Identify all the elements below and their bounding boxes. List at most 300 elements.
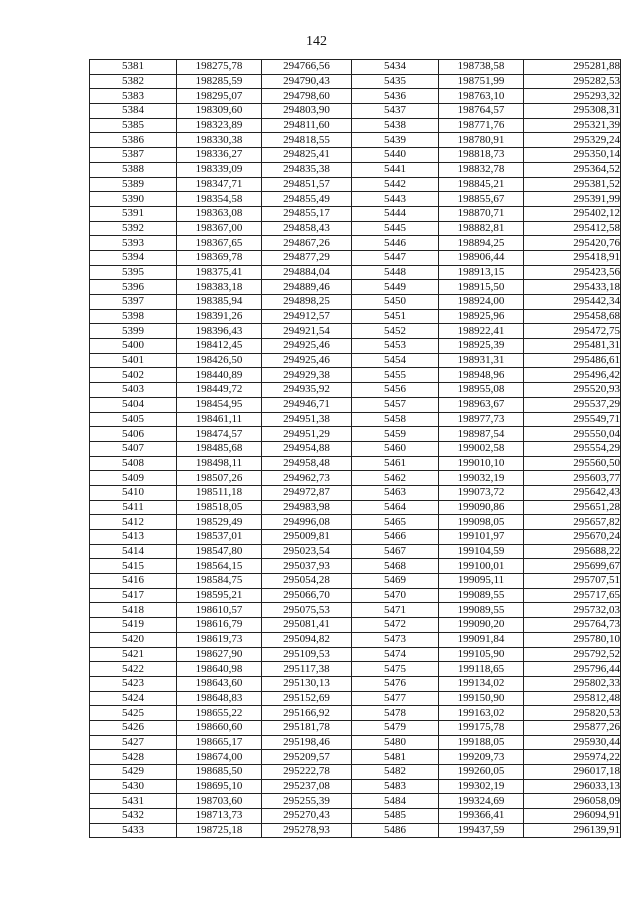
x-coordinate-left-cell: 198595,21 bbox=[177, 588, 262, 603]
x-coordinate-left-cell: 198725,18 bbox=[177, 823, 262, 838]
x-coordinate-left-cell: 198367,65 bbox=[177, 236, 262, 251]
y-coordinate-right-cell: 295657,82 bbox=[524, 515, 621, 530]
x-coordinate-left-cell: 198461,11 bbox=[177, 412, 262, 427]
y-coordinate-left-cell: 295117,38 bbox=[262, 662, 352, 677]
y-coordinate-right-cell: 295802,33 bbox=[524, 676, 621, 691]
point-number-left-cell: 5415 bbox=[90, 559, 177, 574]
x-coordinate-right-cell: 198913,15 bbox=[439, 265, 524, 280]
table-row bbox=[90, 265, 621, 280]
table-row bbox=[90, 177, 621, 192]
x-coordinate-right-cell: 199105,90 bbox=[439, 647, 524, 662]
point-number-right-cell: 5436 bbox=[352, 89, 439, 104]
table-row bbox=[90, 691, 621, 706]
x-coordinate-left-cell: 198454,95 bbox=[177, 397, 262, 412]
table-row bbox=[90, 295, 621, 310]
y-coordinate-left-cell: 294858,43 bbox=[262, 221, 352, 236]
y-coordinate-left-cell: 294958,48 bbox=[262, 456, 352, 471]
x-coordinate-right-cell: 198963,67 bbox=[439, 397, 524, 412]
y-coordinate-right-cell: 295550,04 bbox=[524, 427, 621, 442]
x-coordinate-left-cell: 198449,72 bbox=[177, 383, 262, 398]
point-number-right-cell: 5443 bbox=[352, 192, 439, 207]
table-row bbox=[90, 118, 621, 133]
point-number-right-cell: 5447 bbox=[352, 250, 439, 265]
point-number-right-cell: 5435 bbox=[352, 74, 439, 89]
y-coordinate-right-cell: 295281,88 bbox=[524, 60, 621, 75]
table-row bbox=[90, 500, 621, 515]
point-number-left-cell: 5425 bbox=[90, 706, 177, 721]
table-row bbox=[90, 603, 621, 618]
x-coordinate-left-cell: 198339,09 bbox=[177, 162, 262, 177]
x-coordinate-left-cell: 198648,83 bbox=[177, 691, 262, 706]
x-coordinate-left-cell: 198309,60 bbox=[177, 104, 262, 119]
x-coordinate-right-cell: 199095,11 bbox=[439, 574, 524, 589]
x-coordinate-left-cell: 198655,22 bbox=[177, 706, 262, 721]
point-number-left-cell: 5384 bbox=[90, 104, 177, 119]
point-number-left-cell: 5412 bbox=[90, 515, 177, 530]
point-number-right-cell: 5455 bbox=[352, 368, 439, 383]
x-coordinate-right-cell: 199032,19 bbox=[439, 471, 524, 486]
table-row bbox=[90, 515, 621, 530]
table-row bbox=[90, 148, 621, 163]
y-coordinate-right-cell: 296058,09 bbox=[524, 794, 621, 809]
x-coordinate-right-cell: 199324,69 bbox=[439, 794, 524, 809]
table-row bbox=[90, 412, 621, 427]
point-number-right-cell: 5468 bbox=[352, 559, 439, 574]
y-coordinate-left-cell: 295094,82 bbox=[262, 632, 352, 647]
x-coordinate-left-cell: 198295,07 bbox=[177, 89, 262, 104]
x-coordinate-right-cell: 199090,20 bbox=[439, 618, 524, 633]
y-coordinate-left-cell: 295166,92 bbox=[262, 706, 352, 721]
point-number-right-cell: 5476 bbox=[352, 676, 439, 691]
x-coordinate-left-cell: 198323,89 bbox=[177, 118, 262, 133]
x-coordinate-right-cell: 199175,78 bbox=[439, 720, 524, 735]
x-coordinate-left-cell: 198537,01 bbox=[177, 530, 262, 545]
point-number-left-cell: 5397 bbox=[90, 295, 177, 310]
x-coordinate-right-cell: 198882,81 bbox=[439, 221, 524, 236]
point-number-right-cell: 5434 bbox=[352, 60, 439, 75]
y-coordinate-left-cell: 294951,29 bbox=[262, 427, 352, 442]
point-number-left-cell: 5401 bbox=[90, 353, 177, 368]
table-row bbox=[90, 250, 621, 265]
point-number-left-cell: 5413 bbox=[90, 530, 177, 545]
point-number-right-cell: 5444 bbox=[352, 206, 439, 221]
x-coordinate-right-cell: 198818,73 bbox=[439, 148, 524, 163]
x-coordinate-right-cell: 198925,96 bbox=[439, 309, 524, 324]
x-coordinate-right-cell: 198915,50 bbox=[439, 280, 524, 295]
x-coordinate-left-cell: 198383,18 bbox=[177, 280, 262, 295]
y-coordinate-right-cell: 295486,61 bbox=[524, 353, 621, 368]
table-row bbox=[90, 676, 621, 691]
x-coordinate-left-cell: 198474,57 bbox=[177, 427, 262, 442]
y-coordinate-left-cell: 294946,71 bbox=[262, 397, 352, 412]
point-number-left-cell: 5387 bbox=[90, 148, 177, 163]
x-coordinate-right-cell: 199163,02 bbox=[439, 706, 524, 721]
point-number-left-cell: 5394 bbox=[90, 250, 177, 265]
x-coordinate-left-cell: 198518,05 bbox=[177, 500, 262, 515]
y-coordinate-left-cell: 295109,53 bbox=[262, 647, 352, 662]
x-coordinate-left-cell: 198426,50 bbox=[177, 353, 262, 368]
y-coordinate-left-cell: 294951,38 bbox=[262, 412, 352, 427]
table-row bbox=[90, 632, 621, 647]
y-coordinate-left-cell: 294811,60 bbox=[262, 118, 352, 133]
x-coordinate-left-cell: 198385,94 bbox=[177, 295, 262, 310]
table-row bbox=[90, 647, 621, 662]
point-number-right-cell: 5462 bbox=[352, 471, 439, 486]
y-coordinate-left-cell: 294912,57 bbox=[262, 309, 352, 324]
table-row bbox=[90, 397, 621, 412]
x-coordinate-left-cell: 198685,50 bbox=[177, 765, 262, 780]
point-number-right-cell: 5467 bbox=[352, 544, 439, 559]
y-coordinate-right-cell: 295732,03 bbox=[524, 603, 621, 618]
x-coordinate-right-cell: 199209,73 bbox=[439, 750, 524, 765]
x-coordinate-right-cell: 198751,99 bbox=[439, 74, 524, 89]
x-coordinate-right-cell: 198955,08 bbox=[439, 383, 524, 398]
table-row bbox=[90, 588, 621, 603]
table-row bbox=[90, 192, 621, 207]
y-coordinate-right-cell: 295707,51 bbox=[524, 574, 621, 589]
x-coordinate-left-cell: 198396,43 bbox=[177, 324, 262, 339]
point-number-left-cell: 5418 bbox=[90, 603, 177, 618]
y-coordinate-right-cell: 295764,73 bbox=[524, 618, 621, 633]
x-coordinate-left-cell: 198330,38 bbox=[177, 133, 262, 148]
y-coordinate-left-cell: 295198,46 bbox=[262, 735, 352, 750]
y-coordinate-right-cell: 295293,32 bbox=[524, 89, 621, 104]
point-number-right-cell: 5451 bbox=[352, 309, 439, 324]
point-number-right-cell: 5442 bbox=[352, 177, 439, 192]
y-coordinate-right-cell: 295412,58 bbox=[524, 221, 621, 236]
table-row bbox=[90, 559, 621, 574]
y-coordinate-left-cell: 294825,41 bbox=[262, 148, 352, 163]
y-coordinate-left-cell: 295270,43 bbox=[262, 809, 352, 824]
point-number-left-cell: 5423 bbox=[90, 676, 177, 691]
point-number-left-cell: 5410 bbox=[90, 485, 177, 500]
x-coordinate-right-cell: 199134,02 bbox=[439, 676, 524, 691]
y-coordinate-left-cell: 294884,04 bbox=[262, 265, 352, 280]
point-number-right-cell: 5473 bbox=[352, 632, 439, 647]
x-coordinate-right-cell: 198948,96 bbox=[439, 368, 524, 383]
point-number-right-cell: 5472 bbox=[352, 618, 439, 633]
x-coordinate-right-cell: 198870,71 bbox=[439, 206, 524, 221]
table-row bbox=[90, 809, 621, 824]
point-number-left-cell: 5419 bbox=[90, 618, 177, 633]
x-coordinate-right-cell: 198845,21 bbox=[439, 177, 524, 192]
y-coordinate-right-cell: 295423,56 bbox=[524, 265, 621, 280]
x-coordinate-right-cell: 199118,65 bbox=[439, 662, 524, 677]
y-coordinate-right-cell: 295549,71 bbox=[524, 412, 621, 427]
x-coordinate-right-cell: 198771,76 bbox=[439, 118, 524, 133]
y-coordinate-left-cell: 294855,17 bbox=[262, 206, 352, 221]
y-coordinate-left-cell: 294790,43 bbox=[262, 74, 352, 89]
y-coordinate-right-cell: 295350,14 bbox=[524, 148, 621, 163]
point-number-right-cell: 5450 bbox=[352, 295, 439, 310]
y-coordinate-left-cell: 295278,93 bbox=[262, 823, 352, 838]
y-coordinate-left-cell: 294983,98 bbox=[262, 500, 352, 515]
y-coordinate-right-cell: 295688,22 bbox=[524, 544, 621, 559]
y-coordinate-right-cell: 295282,53 bbox=[524, 74, 621, 89]
y-coordinate-right-cell: 295520,93 bbox=[524, 383, 621, 398]
x-coordinate-left-cell: 198616,79 bbox=[177, 618, 262, 633]
table-row bbox=[90, 662, 621, 677]
y-coordinate-right-cell: 296139,91 bbox=[524, 823, 621, 838]
y-coordinate-left-cell: 294954,88 bbox=[262, 441, 352, 456]
point-number-right-cell: 5480 bbox=[352, 735, 439, 750]
x-coordinate-right-cell: 199098,05 bbox=[439, 515, 524, 530]
x-coordinate-right-cell: 198763,10 bbox=[439, 89, 524, 104]
x-coordinate-right-cell: 199100,01 bbox=[439, 559, 524, 574]
y-coordinate-left-cell: 295009,81 bbox=[262, 530, 352, 545]
x-coordinate-right-cell: 198987,54 bbox=[439, 427, 524, 442]
y-coordinate-right-cell: 295554,29 bbox=[524, 441, 621, 456]
x-coordinate-right-cell: 199150,90 bbox=[439, 691, 524, 706]
point-number-left-cell: 5417 bbox=[90, 588, 177, 603]
point-number-left-cell: 5392 bbox=[90, 221, 177, 236]
point-number-left-cell: 5411 bbox=[90, 500, 177, 515]
point-number-left-cell: 5399 bbox=[90, 324, 177, 339]
table-row bbox=[90, 471, 621, 486]
y-coordinate-left-cell: 295255,39 bbox=[262, 794, 352, 809]
point-number-right-cell: 5456 bbox=[352, 383, 439, 398]
point-number-right-cell: 5438 bbox=[352, 118, 439, 133]
point-number-right-cell: 5474 bbox=[352, 647, 439, 662]
point-number-right-cell: 5440 bbox=[352, 148, 439, 163]
table-row bbox=[90, 368, 621, 383]
point-number-right-cell: 5457 bbox=[352, 397, 439, 412]
y-coordinate-right-cell: 295381,52 bbox=[524, 177, 621, 192]
table-row bbox=[90, 353, 621, 368]
x-coordinate-right-cell: 199260,05 bbox=[439, 765, 524, 780]
y-coordinate-left-cell: 294798,60 bbox=[262, 89, 352, 104]
x-coordinate-left-cell: 198695,10 bbox=[177, 779, 262, 794]
y-coordinate-left-cell: 294921,54 bbox=[262, 324, 352, 339]
y-coordinate-right-cell: 295603,77 bbox=[524, 471, 621, 486]
point-number-left-cell: 5407 bbox=[90, 441, 177, 456]
point-number-left-cell: 5395 bbox=[90, 265, 177, 280]
table-row bbox=[90, 823, 621, 838]
x-coordinate-left-cell: 198627,90 bbox=[177, 647, 262, 662]
x-coordinate-right-cell: 198925,39 bbox=[439, 339, 524, 354]
x-coordinate-left-cell: 198412,45 bbox=[177, 339, 262, 354]
table-row bbox=[90, 456, 621, 471]
point-number-left-cell: 5420 bbox=[90, 632, 177, 647]
point-number-right-cell: 5483 bbox=[352, 779, 439, 794]
y-coordinate-left-cell: 294818,55 bbox=[262, 133, 352, 148]
point-number-left-cell: 5422 bbox=[90, 662, 177, 677]
table-row bbox=[90, 133, 621, 148]
table-row bbox=[90, 383, 621, 398]
y-coordinate-right-cell: 295321,39 bbox=[524, 118, 621, 133]
point-number-right-cell: 5471 bbox=[352, 603, 439, 618]
y-coordinate-right-cell: 296017,18 bbox=[524, 765, 621, 780]
point-number-right-cell: 5458 bbox=[352, 412, 439, 427]
x-coordinate-left-cell: 198665,17 bbox=[177, 735, 262, 750]
y-coordinate-right-cell: 295877,26 bbox=[524, 720, 621, 735]
x-coordinate-left-cell: 198347,71 bbox=[177, 177, 262, 192]
x-coordinate-left-cell: 198369,78 bbox=[177, 250, 262, 265]
point-number-right-cell: 5441 bbox=[352, 162, 439, 177]
x-coordinate-left-cell: 198619,73 bbox=[177, 632, 262, 647]
point-number-right-cell: 5445 bbox=[352, 221, 439, 236]
x-coordinate-left-cell: 198643,60 bbox=[177, 676, 262, 691]
x-coordinate-left-cell: 198336,27 bbox=[177, 148, 262, 163]
y-coordinate-left-cell: 294835,38 bbox=[262, 162, 352, 177]
table-row bbox=[90, 104, 621, 119]
point-number-right-cell: 5479 bbox=[352, 720, 439, 735]
y-coordinate-left-cell: 295066,70 bbox=[262, 588, 352, 603]
x-coordinate-right-cell: 198924,00 bbox=[439, 295, 524, 310]
table-row bbox=[90, 441, 621, 456]
table-row bbox=[90, 280, 621, 295]
x-coordinate-left-cell: 198285,59 bbox=[177, 74, 262, 89]
page-number: 142 bbox=[306, 34, 327, 49]
y-coordinate-right-cell: 295418,91 bbox=[524, 250, 621, 265]
point-number-left-cell: 5381 bbox=[90, 60, 177, 75]
x-coordinate-left-cell: 198363,08 bbox=[177, 206, 262, 221]
y-coordinate-left-cell: 294972,87 bbox=[262, 485, 352, 500]
point-number-right-cell: 5448 bbox=[352, 265, 439, 280]
y-coordinate-left-cell: 295130,13 bbox=[262, 676, 352, 691]
table-row bbox=[90, 162, 621, 177]
y-coordinate-left-cell: 295152,69 bbox=[262, 691, 352, 706]
y-coordinate-left-cell: 295081,41 bbox=[262, 618, 352, 633]
point-number-right-cell: 5439 bbox=[352, 133, 439, 148]
table-row bbox=[90, 618, 621, 633]
point-number-left-cell: 5416 bbox=[90, 574, 177, 589]
coordinates-table-body bbox=[90, 60, 621, 838]
table-row bbox=[90, 794, 621, 809]
x-coordinate-right-cell: 199090,86 bbox=[439, 500, 524, 515]
point-number-left-cell: 5408 bbox=[90, 456, 177, 471]
point-number-left-cell: 5402 bbox=[90, 368, 177, 383]
y-coordinate-right-cell: 295442,34 bbox=[524, 295, 621, 310]
y-coordinate-right-cell: 295472,75 bbox=[524, 324, 621, 339]
point-number-left-cell: 5433 bbox=[90, 823, 177, 838]
point-number-right-cell: 5470 bbox=[352, 588, 439, 603]
point-number-left-cell: 5428 bbox=[90, 750, 177, 765]
point-number-left-cell: 5424 bbox=[90, 691, 177, 706]
y-coordinate-right-cell: 295329,24 bbox=[524, 133, 621, 148]
x-coordinate-left-cell: 198367,00 bbox=[177, 221, 262, 236]
y-coordinate-left-cell: 295222,78 bbox=[262, 765, 352, 780]
y-coordinate-right-cell: 295651,28 bbox=[524, 500, 621, 515]
y-coordinate-left-cell: 294962,73 bbox=[262, 471, 352, 486]
x-coordinate-right-cell: 198922,41 bbox=[439, 324, 524, 339]
point-number-left-cell: 5432 bbox=[90, 809, 177, 824]
y-coordinate-right-cell: 295481,31 bbox=[524, 339, 621, 354]
table-row bbox=[90, 485, 621, 500]
x-coordinate-right-cell: 198906,44 bbox=[439, 250, 524, 265]
point-number-right-cell: 5437 bbox=[352, 104, 439, 119]
x-coordinate-left-cell: 198507,26 bbox=[177, 471, 262, 486]
x-coordinate-right-cell: 199188,05 bbox=[439, 735, 524, 750]
point-number-right-cell: 5466 bbox=[352, 530, 439, 545]
y-coordinate-right-cell: 295796,44 bbox=[524, 662, 621, 677]
y-coordinate-left-cell: 294877,29 bbox=[262, 250, 352, 265]
point-number-right-cell: 5475 bbox=[352, 662, 439, 677]
x-coordinate-left-cell: 198547,80 bbox=[177, 544, 262, 559]
point-number-left-cell: 5396 bbox=[90, 280, 177, 295]
x-coordinate-left-cell: 198354,58 bbox=[177, 192, 262, 207]
y-coordinate-right-cell: 295391,99 bbox=[524, 192, 621, 207]
point-number-right-cell: 5463 bbox=[352, 485, 439, 500]
coordinates-table bbox=[89, 59, 621, 838]
point-number-left-cell: 5390 bbox=[90, 192, 177, 207]
y-coordinate-right-cell: 295458,68 bbox=[524, 309, 621, 324]
y-coordinate-left-cell: 294867,26 bbox=[262, 236, 352, 251]
point-number-left-cell: 5427 bbox=[90, 735, 177, 750]
y-coordinate-right-cell: 295642,43 bbox=[524, 485, 621, 500]
x-coordinate-left-cell: 198275,78 bbox=[177, 60, 262, 75]
point-number-right-cell: 5464 bbox=[352, 500, 439, 515]
point-number-right-cell: 5484 bbox=[352, 794, 439, 809]
x-coordinate-left-cell: 198564,15 bbox=[177, 559, 262, 574]
x-coordinate-left-cell: 198610,57 bbox=[177, 603, 262, 618]
point-number-left-cell: 5382 bbox=[90, 74, 177, 89]
y-coordinate-left-cell: 294925,46 bbox=[262, 353, 352, 368]
x-coordinate-right-cell: 199104,59 bbox=[439, 544, 524, 559]
x-coordinate-right-cell: 198931,31 bbox=[439, 353, 524, 368]
x-coordinate-right-cell: 199437,59 bbox=[439, 823, 524, 838]
point-number-left-cell: 5406 bbox=[90, 427, 177, 442]
table-row bbox=[90, 339, 621, 354]
y-coordinate-right-cell: 295717,65 bbox=[524, 588, 621, 603]
point-number-left-cell: 5430 bbox=[90, 779, 177, 794]
point-number-left-cell: 5405 bbox=[90, 412, 177, 427]
point-number-right-cell: 5453 bbox=[352, 339, 439, 354]
y-coordinate-left-cell: 295054,28 bbox=[262, 574, 352, 589]
x-coordinate-right-cell: 198764,57 bbox=[439, 104, 524, 119]
x-coordinate-right-cell: 198977,73 bbox=[439, 412, 524, 427]
y-coordinate-right-cell: 295974,22 bbox=[524, 750, 621, 765]
point-number-left-cell: 5409 bbox=[90, 471, 177, 486]
table-row bbox=[90, 706, 621, 721]
y-coordinate-left-cell: 294855,49 bbox=[262, 192, 352, 207]
y-coordinate-right-cell: 296033,13 bbox=[524, 779, 621, 794]
point-number-right-cell: 5461 bbox=[352, 456, 439, 471]
y-coordinate-right-cell: 295820,53 bbox=[524, 706, 621, 721]
table-row bbox=[90, 221, 621, 236]
x-coordinate-right-cell: 198855,67 bbox=[439, 192, 524, 207]
x-coordinate-left-cell: 198511,18 bbox=[177, 485, 262, 500]
y-coordinate-left-cell: 294851,57 bbox=[262, 177, 352, 192]
point-number-left-cell: 5393 bbox=[90, 236, 177, 251]
table-row bbox=[90, 750, 621, 765]
x-coordinate-left-cell: 198660,60 bbox=[177, 720, 262, 735]
point-number-right-cell: 5481 bbox=[352, 750, 439, 765]
table-row bbox=[90, 720, 621, 735]
y-coordinate-left-cell: 295209,57 bbox=[262, 750, 352, 765]
table-row bbox=[90, 89, 621, 104]
y-coordinate-right-cell: 295364,52 bbox=[524, 162, 621, 177]
y-coordinate-right-cell: 296094,91 bbox=[524, 809, 621, 824]
point-number-right-cell: 5482 bbox=[352, 765, 439, 780]
x-coordinate-left-cell: 198674,00 bbox=[177, 750, 262, 765]
point-number-left-cell: 5404 bbox=[90, 397, 177, 412]
x-coordinate-left-cell: 198703,60 bbox=[177, 794, 262, 809]
y-coordinate-right-cell: 295812,48 bbox=[524, 691, 621, 706]
y-coordinate-right-cell: 295308,31 bbox=[524, 104, 621, 119]
x-coordinate-left-cell: 198498,11 bbox=[177, 456, 262, 471]
y-coordinate-left-cell: 295181,78 bbox=[262, 720, 352, 735]
x-coordinate-right-cell: 199002,58 bbox=[439, 441, 524, 456]
point-number-right-cell: 5452 bbox=[352, 324, 439, 339]
x-coordinate-right-cell: 198738,58 bbox=[439, 60, 524, 75]
table-row bbox=[90, 765, 621, 780]
point-number-right-cell: 5469 bbox=[352, 574, 439, 589]
y-coordinate-left-cell: 295023,54 bbox=[262, 544, 352, 559]
x-coordinate-left-cell: 198440,89 bbox=[177, 368, 262, 383]
x-coordinate-right-cell: 198832,78 bbox=[439, 162, 524, 177]
point-number-right-cell: 5478 bbox=[352, 706, 439, 721]
